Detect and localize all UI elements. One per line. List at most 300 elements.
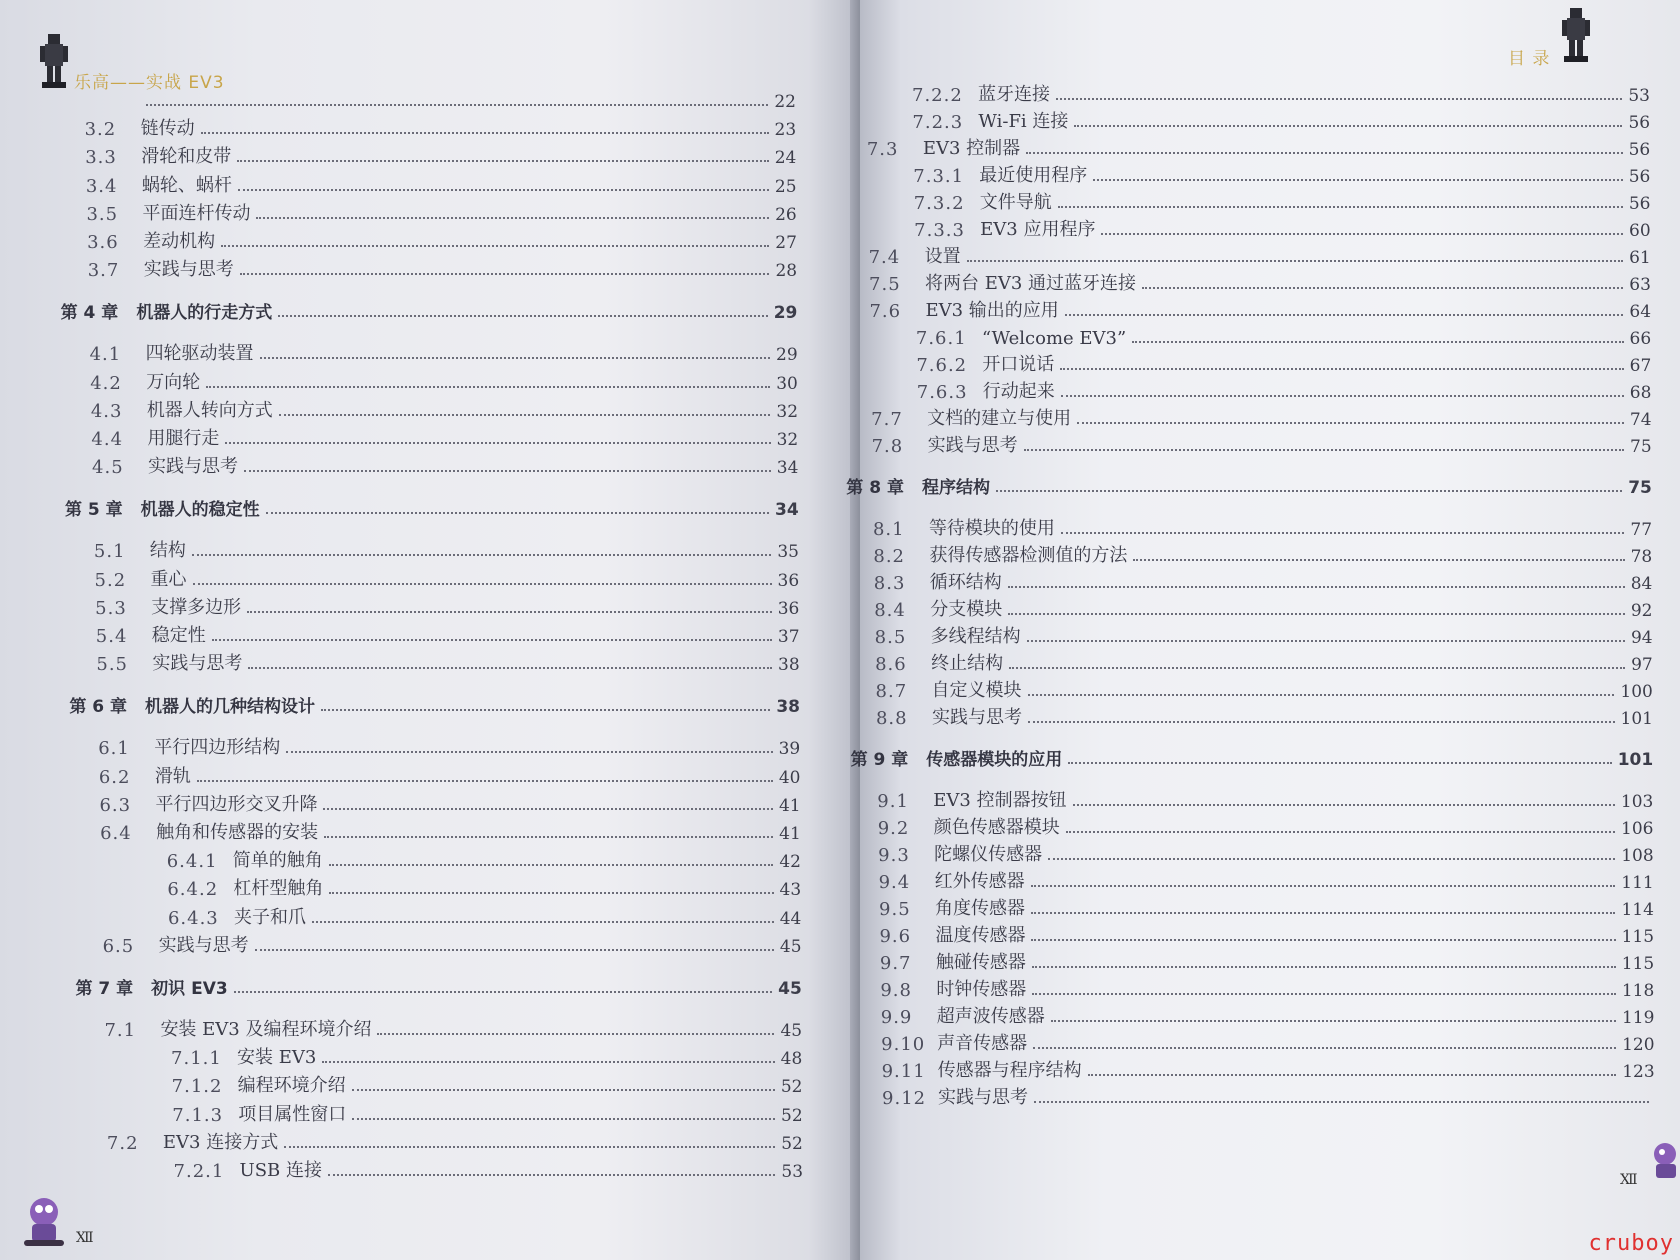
toc-page-number: 118 bbox=[1621, 981, 1655, 1001]
purple-robot-icon-right bbox=[1650, 1140, 1680, 1184]
toc-entry-number: 9.6 bbox=[879, 926, 912, 947]
running-header-right: 目 录 bbox=[1508, 49, 1551, 69]
dot-leader bbox=[193, 583, 772, 585]
toc-entry bbox=[882, 1085, 1655, 1109]
toc-entry bbox=[91, 398, 798, 422]
toc-page-number: 111 bbox=[1621, 873, 1654, 893]
toc-page-number: 45 bbox=[778, 979, 802, 999]
toc-entry bbox=[867, 136, 1650, 160]
dot-leader bbox=[286, 751, 772, 753]
toc-entry-title: 四轮驱动装置 bbox=[145, 343, 254, 365]
toc-entry-number: 第 9 章 bbox=[850, 750, 909, 770]
toc-entry-number: 5.3 bbox=[95, 597, 127, 619]
toc-page-number: 45 bbox=[779, 936, 802, 957]
toc-entry bbox=[873, 543, 1652, 567]
toc-entry-number: 3.7 bbox=[87, 260, 120, 282]
toc-entry-number: 4.1 bbox=[89, 344, 122, 366]
robot-mascot-icon-right bbox=[1558, 6, 1594, 64]
dot-leader bbox=[1058, 206, 1623, 208]
toc-page-number: 119 bbox=[1621, 1008, 1655, 1028]
toc-page-number: 60 bbox=[1629, 221, 1651, 241]
toc-entry-title: EV3 控制器 bbox=[922, 138, 1021, 159]
toc-page-number: 41 bbox=[778, 795, 801, 816]
dot-leader bbox=[1051, 1020, 1616, 1022]
dot-leader bbox=[247, 611, 772, 613]
toc-entry-title: 传感器与程序结构 bbox=[937, 1060, 1082, 1081]
toc-entry-title: 机器人转向方式 bbox=[146, 399, 273, 421]
toc-entry-number: 9.1 bbox=[877, 791, 909, 812]
toc-page-number: 106 bbox=[1621, 819, 1654, 839]
toc-entry bbox=[172, 1102, 802, 1126]
toc-entry bbox=[871, 406, 1651, 430]
toc-page-number: 66 bbox=[1629, 329, 1652, 349]
toc-entry bbox=[869, 298, 1651, 322]
toc-page-number: 53 bbox=[1628, 86, 1650, 106]
toc-entry bbox=[879, 923, 1654, 947]
toc-entry-number: 4.5 bbox=[92, 457, 124, 479]
toc-entry-title: 差动机构 bbox=[143, 231, 216, 252]
dot-leader bbox=[377, 1033, 774, 1035]
toc-entry-number: 8.3 bbox=[873, 573, 906, 594]
toc-page-number: 120 bbox=[1622, 1035, 1655, 1055]
toc-page-number: 56 bbox=[1628, 167, 1651, 187]
toc-page-number: 23 bbox=[774, 120, 797, 141]
toc-page-number: 94 bbox=[1630, 628, 1653, 648]
toc-entry-title: 机器人的稳定性 bbox=[140, 500, 260, 521]
toc-entry-number: 7.1 bbox=[104, 1020, 137, 1041]
toc-entry-title: 文档的建立与使用 bbox=[927, 408, 1072, 429]
toc-page-number: 45 bbox=[780, 1021, 803, 1041]
toc-entry-number: 6.2 bbox=[98, 766, 131, 788]
dot-leader bbox=[1032, 993, 1616, 995]
toc-entry-title: 多线程结构 bbox=[930, 626, 1021, 647]
toc-entry-number: 8.8 bbox=[875, 708, 908, 729]
toc-entry bbox=[85, 144, 796, 168]
toc-page-number: 84 bbox=[1630, 574, 1653, 594]
toc-entry-title: 颜色传感器模块 bbox=[933, 817, 1060, 838]
dot-leader bbox=[328, 1174, 775, 1176]
purple-robot-icon bbox=[18, 1190, 70, 1250]
toc-entry bbox=[171, 1045, 802, 1069]
toc-entry-number: 9.9 bbox=[880, 1007, 913, 1028]
toc-entry bbox=[913, 163, 1650, 187]
toc-page-number: 101 bbox=[1617, 750, 1654, 770]
dot-leader bbox=[1024, 449, 1624, 451]
toc-entry bbox=[88, 257, 797, 281]
toc-entry bbox=[84, 88, 796, 112]
toc-entry-number: 9.2 bbox=[877, 818, 910, 839]
toc-entry-title: 实践与思考 bbox=[143, 259, 234, 281]
toc-entry-number: 9.11 bbox=[881, 1061, 926, 1082]
toc-page-number: 36 bbox=[777, 570, 800, 591]
dot-leader bbox=[1048, 858, 1615, 860]
page-folio-left: Ⅻ bbox=[76, 1230, 94, 1246]
dot-leader bbox=[1068, 762, 1611, 764]
toc-entry-title: 安装 EV3 及编程环境介绍 bbox=[160, 1019, 372, 1040]
toc-page-number: 48 bbox=[780, 1049, 803, 1070]
toc-entry bbox=[917, 379, 1652, 403]
toc-entry bbox=[167, 848, 801, 872]
toc-chapter-entry bbox=[851, 746, 1654, 770]
toc-entry bbox=[875, 624, 1653, 648]
toc-entry bbox=[168, 905, 801, 929]
dot-leader bbox=[255, 949, 774, 951]
toc-entry-title: EV3 控制器按钮 bbox=[933, 790, 1067, 811]
toc-entry-number: 3.5 bbox=[86, 203, 119, 225]
toc-entry-number: 5.4 bbox=[95, 626, 128, 647]
toc-page-number: 114 bbox=[1621, 900, 1654, 920]
toc-entry bbox=[86, 173, 797, 197]
dot-leader bbox=[323, 808, 773, 810]
dot-leader bbox=[1133, 559, 1624, 561]
toc-entry-number: 7.7 bbox=[871, 409, 903, 430]
toc-page-number: 108 bbox=[1621, 846, 1654, 866]
toc-entry bbox=[92, 454, 798, 478]
dot-leader bbox=[1065, 314, 1624, 316]
toc-entry-number: 9.3 bbox=[878, 845, 910, 866]
toc-entry-title: 杠杆型触角 bbox=[233, 878, 324, 900]
dot-leader bbox=[256, 217, 769, 219]
toc-page-number: 32 bbox=[776, 430, 799, 450]
toc-page-number: 22 bbox=[774, 92, 796, 112]
toc-page-number: 42 bbox=[779, 852, 801, 873]
toc-page-number: 56 bbox=[1628, 194, 1651, 214]
dot-leader bbox=[1031, 912, 1615, 914]
toc-entry-number: 9.8 bbox=[880, 980, 912, 1001]
toc-page-number: 34 bbox=[775, 500, 799, 521]
toc-entry-title: 时钟传感器 bbox=[936, 979, 1027, 1000]
toc-entry-number: 7.1.2 bbox=[171, 1076, 223, 1098]
toc-entry bbox=[98, 735, 800, 759]
toc-chapter-entry bbox=[61, 299, 798, 323]
toc-entry bbox=[874, 570, 1653, 594]
dot-leader bbox=[1031, 939, 1615, 941]
dot-leader bbox=[996, 490, 1622, 492]
dot-leader bbox=[321, 709, 770, 711]
toc-page-number: 39 bbox=[778, 739, 801, 760]
toc-entry-title: 初识 EV3 bbox=[151, 979, 228, 999]
toc-entry bbox=[882, 1058, 1655, 1082]
toc-page-number: 34 bbox=[776, 458, 799, 479]
toc-entry-number: 6.3 bbox=[99, 794, 132, 816]
toc-entry-number: 第 4 章 bbox=[60, 303, 119, 324]
dot-leader bbox=[1073, 804, 1615, 806]
dot-leader bbox=[1028, 721, 1615, 723]
dot-leader bbox=[1074, 125, 1622, 127]
toc-entry-number: 9.12 bbox=[882, 1088, 927, 1109]
dot-leader bbox=[312, 921, 774, 923]
dot-leader bbox=[1009, 667, 1625, 669]
toc-entry bbox=[104, 1017, 802, 1041]
toc-page-number: 115 bbox=[1621, 954, 1655, 974]
toc-entry-number: 5.1 bbox=[93, 541, 126, 563]
toc-entry bbox=[99, 764, 801, 788]
dot-leader bbox=[1008, 613, 1625, 615]
toc-page-number: 29 bbox=[773, 303, 798, 324]
toc-entry bbox=[874, 597, 1652, 621]
dot-leader bbox=[240, 273, 770, 275]
dot-leader bbox=[266, 512, 769, 514]
dot-leader bbox=[329, 892, 773, 894]
toc-entry-title: 循环结构 bbox=[929, 572, 1002, 593]
toc-entry-number: 7.4 bbox=[868, 247, 901, 268]
toc-page-number: 56 bbox=[1628, 113, 1651, 133]
toc-page-number: 78 bbox=[1630, 547, 1653, 567]
toc-entry-title: 实践与思考 bbox=[158, 934, 249, 956]
toc-entry-title: 项目属性窗口 bbox=[238, 1103, 347, 1125]
toc-entry-number: 8.1 bbox=[872, 519, 905, 540]
toc-entry-number: 4.4 bbox=[91, 429, 124, 450]
toc-entry bbox=[880, 950, 1654, 974]
toc-entry-title: EV3 连接方式 bbox=[162, 1131, 279, 1153]
toc-page-number: 52 bbox=[780, 1077, 803, 1098]
dot-leader bbox=[279, 414, 771, 416]
toc-entry-title: 结构 bbox=[149, 540, 186, 562]
toc-entry-number: 7.3.3 bbox=[914, 220, 965, 241]
toc-entry-title: 开口说话 bbox=[982, 354, 1055, 375]
toc-entry bbox=[877, 788, 1653, 812]
toc-entry bbox=[876, 705, 1653, 729]
dot-leader bbox=[206, 386, 770, 388]
toc-entry-number: 7.2.2 bbox=[912, 85, 963, 106]
toc-page-number: 37 bbox=[777, 627, 800, 647]
toc-page-number: 43 bbox=[779, 880, 802, 901]
dot-leader bbox=[1101, 233, 1623, 235]
toc-entry bbox=[86, 201, 796, 225]
toc-entry bbox=[869, 244, 1651, 268]
toc-page-number: 36 bbox=[777, 598, 800, 619]
toc-entry bbox=[85, 116, 797, 140]
dot-leader bbox=[352, 1118, 775, 1120]
toc-entry-title: 实践与思考 bbox=[152, 653, 243, 675]
dot-leader bbox=[1061, 532, 1624, 534]
toc-entry-title: 实践与思考 bbox=[927, 435, 1018, 456]
toc-entry-number: 9.5 bbox=[879, 899, 911, 920]
toc-entry-title: 将两台 EV3 通过蓝牙连接 bbox=[925, 273, 1137, 294]
dot-leader bbox=[212, 639, 772, 641]
toc-entry bbox=[869, 271, 1651, 295]
toc-entry-number: 9.4 bbox=[878, 872, 911, 893]
robot-mascot-icon bbox=[36, 30, 72, 90]
toc-entry bbox=[916, 325, 1651, 349]
toc-entry-number: 7.3.2 bbox=[913, 193, 965, 214]
dot-leader bbox=[248, 667, 772, 669]
toc-page-number: 115 bbox=[1621, 927, 1655, 947]
toc-entry bbox=[914, 217, 1650, 241]
toc-entry-number: 7.5 bbox=[869, 274, 901, 295]
toc-entry bbox=[90, 341, 798, 365]
toc-entry-number: 7.2 bbox=[106, 1132, 139, 1154]
toc-entry bbox=[167, 876, 801, 900]
toc-entry-title: 滑轮和皮带 bbox=[141, 146, 232, 168]
toc-page-number: 97 bbox=[1631, 655, 1653, 675]
dot-leader bbox=[237, 160, 768, 162]
right-page bbox=[846, 0, 1680, 1260]
dot-leader bbox=[234, 991, 772, 993]
toc-entry bbox=[879, 869, 1654, 893]
toc-page-number: 75 bbox=[1630, 437, 1652, 457]
toc-entry-number: 8.2 bbox=[873, 546, 906, 567]
toc-page-number: 53 bbox=[781, 1162, 804, 1182]
toc-entry-title: 行动起来 bbox=[982, 381, 1055, 402]
toc-entry-number: 第 6 章 bbox=[69, 697, 127, 718]
toc-entry bbox=[174, 1158, 804, 1182]
toc-page-number: 29 bbox=[776, 345, 798, 366]
toc-page-number: 52 bbox=[781, 1133, 803, 1154]
toc-entry-title: 万向轮 bbox=[146, 371, 201, 393]
toc-entry-title: USB 连接 bbox=[239, 1160, 322, 1181]
toc-entry bbox=[916, 352, 1651, 376]
dot-leader bbox=[1027, 640, 1625, 642]
toc-entry-title: 终止结构 bbox=[931, 653, 1004, 674]
toc-entry-number: 5.5 bbox=[96, 654, 129, 676]
toc-entry-title: 链传动 bbox=[140, 118, 195, 140]
toc-entry bbox=[876, 678, 1653, 702]
toc-entry-number: 7.1.3 bbox=[172, 1104, 224, 1126]
dot-leader bbox=[260, 357, 770, 359]
dot-leader bbox=[1060, 368, 1623, 370]
toc-page-number: 67 bbox=[1629, 356, 1652, 376]
toc-entry bbox=[99, 792, 800, 816]
toc-entry bbox=[878, 815, 1654, 839]
toc-entry-title: 简单的触角 bbox=[232, 850, 323, 872]
toc-chapter-entry bbox=[76, 975, 802, 999]
toc-entry-title: 超声波传感器 bbox=[936, 1006, 1045, 1027]
toc-page-number: 92 bbox=[1630, 601, 1653, 621]
toc-entry-number: 8.4 bbox=[874, 600, 906, 621]
dot-leader bbox=[329, 864, 774, 866]
toc-entry bbox=[872, 433, 1652, 457]
toc-entry-number: 4.2 bbox=[90, 372, 122, 394]
toc-entry-number: 第 8 章 bbox=[846, 478, 904, 498]
toc-entry bbox=[172, 1073, 803, 1097]
toc-page-number: 103 bbox=[1620, 792, 1654, 812]
toc-page-number: 64 bbox=[1629, 302, 1652, 322]
toc-entry-title: 支撑多边形 bbox=[151, 596, 242, 618]
toc-page-number: 68 bbox=[1629, 383, 1652, 403]
toc-entry-number: 6.5 bbox=[102, 935, 135, 957]
toc-chapter-entry bbox=[65, 496, 799, 520]
toc-entry bbox=[881, 1031, 1654, 1055]
toc-chapter-entry bbox=[69, 693, 800, 717]
dot-leader bbox=[1028, 694, 1615, 696]
toc-page-number: 74 bbox=[1629, 410, 1652, 430]
toc-entry-number: 7.8 bbox=[871, 436, 904, 457]
toc-entry-title: 重心 bbox=[150, 568, 187, 590]
toc-entry-title: 实践与思考 bbox=[938, 1087, 1029, 1108]
toc-entry-title: 声音传感器 bbox=[937, 1033, 1028, 1054]
toc-entry-title: 触角和传感器的安装 bbox=[156, 822, 319, 843]
dot-leader bbox=[225, 442, 770, 444]
dot-leader bbox=[1132, 341, 1623, 343]
dot-leader bbox=[322, 1061, 774, 1063]
toc-entry-title: 自定义模块 bbox=[931, 680, 1022, 701]
toc-entry-number: 4.3 bbox=[90, 400, 123, 422]
toc-entry-title: 分支模块 bbox=[930, 599, 1003, 620]
toc-entry bbox=[96, 623, 800, 647]
toc-entry-number: 3.6 bbox=[87, 232, 119, 253]
toc-entry bbox=[107, 1130, 803, 1154]
toc-entry-number: 9.7 bbox=[879, 953, 912, 974]
toc-entry-title: 平面连杆传动 bbox=[142, 202, 251, 224]
toc-entry bbox=[881, 1004, 1655, 1028]
toc-entry-number: 7.6.1 bbox=[915, 328, 967, 349]
toc-entry-title: 最近使用程序 bbox=[979, 165, 1088, 186]
toc-entry-number: 6.4.2 bbox=[167, 879, 219, 901]
toc-entry bbox=[94, 538, 799, 562]
toc-entry-number: 6.4 bbox=[100, 823, 132, 844]
toc-entry-number: 6.4.3 bbox=[167, 907, 219, 929]
toc-entry-title: 机器人的行走方式 bbox=[136, 303, 273, 324]
toc-page-number: 77 bbox=[1630, 520, 1653, 540]
toc-entry-title: 安装 EV3 bbox=[237, 1047, 317, 1069]
toc-entry-title: 夹子和爪 bbox=[233, 906, 306, 928]
toc-page-number: 32 bbox=[776, 401, 799, 422]
toc-page-number: 63 bbox=[1629, 275, 1651, 295]
toc-page-number: 61 bbox=[1629, 248, 1651, 268]
toc-entry bbox=[880, 977, 1654, 1001]
dot-leader bbox=[238, 189, 769, 191]
toc-entry-number: 3.2 bbox=[84, 119, 117, 141]
toc-entry-number: 6.1 bbox=[98, 738, 130, 760]
toc-entry-number: 8.6 bbox=[875, 654, 907, 675]
dot-leader bbox=[352, 1089, 775, 1091]
toc-entry-number: 7.6 bbox=[869, 301, 902, 322]
toc-entry-number: 7.2.1 bbox=[173, 1161, 225, 1182]
toc-page-number: 123 bbox=[1622, 1062, 1655, 1082]
toc-entry-title: 机器人的几种结构设计 bbox=[144, 697, 315, 718]
toc-entry bbox=[90, 370, 798, 394]
toc-entry bbox=[912, 82, 1650, 106]
toc-page-number: 44 bbox=[779, 908, 802, 929]
dot-leader bbox=[1032, 966, 1616, 968]
toc-entry-title: EV3 应用程序 bbox=[980, 219, 1096, 240]
toc-entry bbox=[912, 109, 1650, 133]
dot-leader bbox=[967, 260, 1624, 262]
dot-leader bbox=[1034, 1101, 1649, 1103]
toc-entry-title: 稳定性 bbox=[151, 625, 206, 646]
toc-entry-title: 陀螺仪传感器 bbox=[934, 844, 1043, 865]
dot-leader bbox=[1061, 395, 1624, 397]
toc-page-number: 38 bbox=[776, 697, 800, 718]
toc-entry bbox=[914, 190, 1651, 214]
toc-entry bbox=[875, 651, 1653, 675]
toc-entry-title: 文件导航 bbox=[979, 192, 1052, 213]
toc-entry-title: 蓝牙连接 bbox=[978, 84, 1050, 105]
toc-page-number: 24 bbox=[774, 148, 797, 169]
toc-entry-number: 7.1.1 bbox=[171, 1048, 222, 1070]
dot-leader bbox=[221, 245, 769, 247]
toc-page-number: 101 bbox=[1620, 709, 1653, 729]
toc-entry-number: 9.10 bbox=[881, 1034, 926, 1055]
toc-entry-title: 平行四边形结构 bbox=[154, 737, 281, 759]
dot-leader bbox=[1088, 1074, 1617, 1076]
toc-entry-number: 5.2 bbox=[94, 569, 127, 591]
dot-leader bbox=[324, 836, 773, 838]
toc-page-number: 52 bbox=[781, 1105, 803, 1126]
dot-leader bbox=[1142, 287, 1623, 289]
toc-entry-number: 7.2.3 bbox=[912, 112, 964, 133]
dot-leader bbox=[1033, 1047, 1616, 1049]
toc-entry-number: 8.7 bbox=[875, 681, 908, 702]
toc-entry-number: 7.3 bbox=[866, 139, 899, 160]
toc-entry-title: 获得传感器检测值的方法 bbox=[929, 545, 1128, 566]
toc-entry-title: 程序结构 bbox=[921, 478, 990, 498]
toc-entry-title: 温度传感器 bbox=[935, 925, 1026, 946]
toc-entry-title: 平行四边形交叉升降 bbox=[155, 793, 318, 815]
dot-leader bbox=[1077, 422, 1624, 424]
toc-page-number: 27 bbox=[775, 233, 797, 253]
